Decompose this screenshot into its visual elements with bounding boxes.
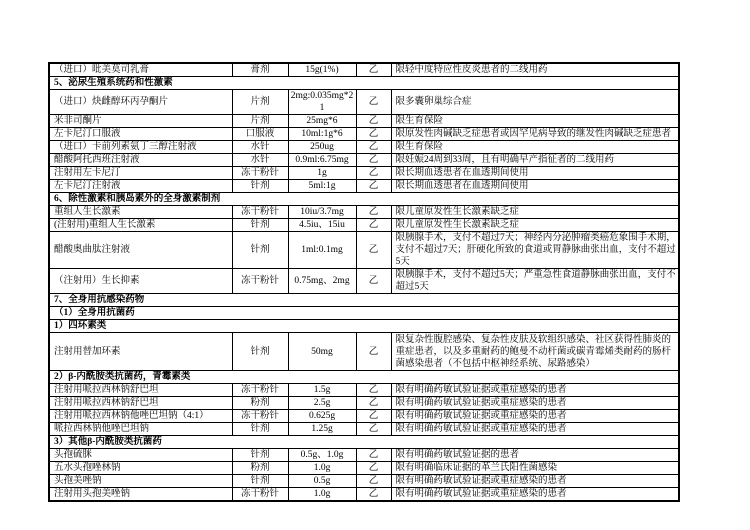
category-cell: 乙 — [356, 462, 391, 475]
dosage-form-cell: 冻干粉针 — [232, 488, 288, 502]
drug-row — [49, 63, 679, 77]
drug-name-cell: （进口）炔雌醇环丙孕酮片 — [49, 90, 232, 115]
category-cell: 乙 — [356, 141, 391, 154]
drug-name-cell: 注射用哌拉西林钠舒巴坦 — [49, 397, 232, 410]
drug-name-cell: 左卡尼汀口服液 — [49, 128, 232, 141]
section-header: 1）四环素类 — [49, 320, 679, 333]
specification-cell: 2.5g — [288, 397, 356, 410]
dosage-form-cell: 针剂 — [232, 180, 288, 193]
section-header: 2）β-内酰胺类抗菌药，青霉素类 — [49, 371, 679, 384]
category-cell: 乙 — [356, 219, 391, 232]
drug-name-cell: （进口）吡美莫司乳膏 — [49, 63, 232, 77]
drug-name-cell: 头孢美唑钠 — [49, 475, 232, 488]
drug-row — [49, 232, 679, 269]
specification-cell: 1g — [288, 167, 356, 180]
drug-row — [49, 384, 679, 397]
drug-row — [49, 397, 679, 410]
specification-cell: 0.625g — [288, 410, 356, 423]
specification-cell: 0.5g、1.0g — [288, 449, 356, 462]
section-row — [49, 436, 679, 449]
category-cell: 乙 — [356, 90, 391, 115]
category-cell: 乙 — [356, 449, 391, 462]
specification-cell: 5ml:1g — [288, 180, 356, 193]
restriction-note-cell: 限有明确药敏试验证据或重症感染的患者 — [391, 475, 679, 488]
drug-name-cell: 注射用替加环素 — [49, 333, 232, 371]
restriction-note-cell: 限生育保险 — [391, 141, 679, 154]
restriction-note-cell: 限儿童原发性生长激素缺乏症 — [391, 206, 679, 219]
specification-cell: 1.0g — [288, 462, 356, 475]
category-cell: 乙 — [356, 333, 391, 371]
restriction-note-cell: 限多囊卵巢综合症 — [391, 90, 679, 115]
drug-name-cell: (注射用)重组人生长激素 — [49, 219, 232, 232]
drug-row — [49, 128, 679, 141]
drug-reimbursement-table — [48, 62, 680, 502]
restriction-note-cell: 限有明确药敏试验证据的患者 — [391, 449, 679, 462]
category-cell: 乙 — [356, 232, 391, 269]
specification-cell: 250ug — [288, 141, 356, 154]
category-cell: 乙 — [356, 410, 391, 423]
restriction-note-cell: 限儿童原发性生长激素缺乏症 — [391, 219, 679, 232]
restriction-note-cell: 限有明确药敏试验证据或重症感染的患者 — [391, 384, 679, 397]
specification-cell: 15g(1%) — [288, 63, 356, 77]
specification-cell: 10iu/3.7mg — [288, 206, 356, 219]
category-cell: 乙 — [356, 269, 391, 294]
drug-row — [49, 475, 679, 488]
drug-name-cell: 醋酸阿托西班注射液 — [49, 154, 232, 167]
drug-row — [49, 333, 679, 371]
restriction-note-cell: 限原发性肉碱缺乏症患者或因罕见病导致的继发性肉碱缺乏症患者 — [391, 128, 679, 141]
dosage-form-cell: 粉剂 — [232, 462, 288, 475]
category-cell: 乙 — [356, 154, 391, 167]
category-cell: 乙 — [356, 423, 391, 436]
section-row — [49, 320, 679, 333]
category-cell: 乙 — [356, 384, 391, 397]
category-cell: 乙 — [356, 206, 391, 219]
restriction-note-cell: 限有明确药敏试验证据或重症感染的患者 — [391, 423, 679, 436]
restriction-note-cell: 限有明确药敏试验证据或重症感染的患者 — [391, 410, 679, 423]
dosage-form-cell: 针剂 — [232, 423, 288, 436]
restriction-note-cell: 限胰腺手术，支付不超过5天；严重急性食道静脉曲张出血，支付不超过5天 — [391, 269, 679, 294]
dosage-form-cell: 冻干粉针 — [232, 410, 288, 423]
drug-name-cell: 五水头孢唑林钠 — [49, 462, 232, 475]
drug-row — [49, 141, 679, 154]
category-cell: 乙 — [356, 397, 391, 410]
dosage-form-cell: 水针 — [232, 154, 288, 167]
drug-row — [49, 154, 679, 167]
drug-name-cell: 注射用哌拉西林钠舒巴坦 — [49, 384, 232, 397]
section-row — [49, 371, 679, 384]
dosage-form-cell: 针剂 — [232, 219, 288, 232]
dosage-form-cell: 膏剂 — [232, 63, 288, 77]
specification-cell: 0.5g — [288, 475, 356, 488]
section-row — [49, 77, 679, 90]
dosage-form-cell: 粉剂 — [232, 397, 288, 410]
section-row — [49, 294, 679, 307]
drug-row — [49, 462, 679, 475]
specification-cell: 10ml:1g*6 — [288, 128, 356, 141]
drug-name-cell: 左卡尼汀注射液 — [49, 180, 232, 193]
drug-name-cell: 注射用头孢美唑钠 — [49, 488, 232, 502]
restriction-note-cell: 限有明确临床证据的革兰氏阳性菌感染 — [391, 462, 679, 475]
restriction-note-cell: 限复杂性腹腔感染、复杂性皮肤及软组织感染、社区获得性肺炎的重症患者，以及多重耐药的鲍曼不动杆菌或碳青霉烯类耐药的肠杆菌感染患者（不包括中枢神经系统、尿路感染） — [391, 333, 679, 371]
category-cell: 乙 — [356, 128, 391, 141]
dosage-form-cell: 冻干粉针 — [232, 269, 288, 294]
specification-cell: 2mg:0.035mg*21 — [288, 90, 356, 115]
category-cell: 乙 — [356, 115, 391, 128]
section-header: 5、泌尿生殖系统药和性激素 — [49, 77, 679, 90]
dosage-form-cell: 片剂 — [232, 90, 288, 115]
restriction-note-cell: 限生育保险 — [391, 115, 679, 128]
restriction-note-cell: 限妊娠24周到33周，且有明确早产指征者的二线用药 — [391, 154, 679, 167]
drug-name-cell: 注射用左卡尼汀 — [49, 167, 232, 180]
specification-cell: 1ml:0.1mg — [288, 232, 356, 269]
dosage-form-cell: 针剂 — [232, 449, 288, 462]
drug-name-cell: 注射用哌拉西林钠他唑巴坦钠（4:1） — [49, 410, 232, 423]
section-row — [49, 193, 679, 206]
dosage-form-cell: 片剂 — [232, 115, 288, 128]
specification-cell: 25mg*6 — [288, 115, 356, 128]
specification-cell: 0.9ml:6.75mg — [288, 154, 356, 167]
specification-cell: 0.75mg、2mg — [288, 269, 356, 294]
specification-cell: 50mg — [288, 333, 356, 371]
drug-row — [49, 488, 679, 502]
category-cell: 乙 — [356, 63, 391, 77]
restriction-note-cell: 限胰腺手术，支付不超过7天；神经内分泌肿瘤类癌危象围手术期，支付不超过7天；肝硬化所致的食道或胃静脉曲张出血，支付不超过5天 — [391, 232, 679, 269]
dosage-form-cell: 针剂 — [232, 333, 288, 371]
dosage-form-cell: 针剂 — [232, 232, 288, 269]
drug-row — [49, 167, 679, 180]
drug-name-cell: 重组人生长激素 — [49, 206, 232, 219]
drug-name-cell: （进口）卡前列素氨丁三醇注射液 — [49, 141, 232, 154]
restriction-note-cell: 限有明确药敏试验证据或重症感染的患者 — [391, 397, 679, 410]
drug-row — [49, 269, 679, 294]
section-header: （1）全身用抗菌药 — [49, 307, 679, 320]
drug-row — [49, 115, 679, 128]
drug-name-cell: 醋酸奥曲肽注射液 — [49, 232, 232, 269]
restriction-note-cell: 限长期血透患者在血透期间使用 — [391, 167, 679, 180]
dosage-form-cell: 水针 — [232, 141, 288, 154]
dosage-form-cell: 冻干粉针 — [232, 206, 288, 219]
drug-name-cell: 米非司酮片 — [49, 115, 232, 128]
specification-cell: 1.0g — [288, 488, 356, 502]
specification-cell: 1.5g — [288, 384, 356, 397]
dosage-form-cell: 口服液 — [232, 128, 288, 141]
section-header: 3）其他β-内酰胺类抗菌药 — [49, 436, 679, 449]
dosage-form-cell: 针剂 — [232, 475, 288, 488]
drug-name-cell: 头孢硫脒 — [49, 449, 232, 462]
drug-row — [49, 423, 679, 436]
restriction-note-cell: 限长期血透患者在血透期间使用 — [391, 180, 679, 193]
drug-row — [49, 180, 679, 193]
restriction-note-cell: 限轻中度特应性皮炎患者的二线用药 — [391, 63, 679, 77]
dosage-form-cell: 冻干粉针 — [232, 384, 288, 397]
restriction-note-cell: 限有明确药敏试验证据或重症感染的患者 — [391, 488, 679, 502]
drug-row — [49, 206, 679, 219]
specification-cell: 1.25g — [288, 423, 356, 436]
category-cell: 乙 — [356, 475, 391, 488]
section-header: 6、除性激素和胰岛素外的全身激素制剂 — [49, 193, 679, 206]
specification-cell: 4.5iu、15iu — [288, 219, 356, 232]
dosage-form-cell: 冻干粉针 — [232, 167, 288, 180]
category-cell: 乙 — [356, 488, 391, 502]
category-cell: 乙 — [356, 180, 391, 193]
drug-row — [49, 410, 679, 423]
drug-name-cell: 哌拉西林钠他唑巴坦钠 — [49, 423, 232, 436]
drug-row — [49, 449, 679, 462]
drug-row — [49, 90, 679, 115]
section-row — [49, 307, 679, 320]
section-header: 7、全身用抗感染药物 — [49, 294, 679, 307]
drug-row — [49, 219, 679, 232]
table-body — [49, 63, 679, 501]
drug-name-cell: （注射用）生长抑素 — [49, 269, 232, 294]
category-cell: 乙 — [356, 167, 391, 180]
